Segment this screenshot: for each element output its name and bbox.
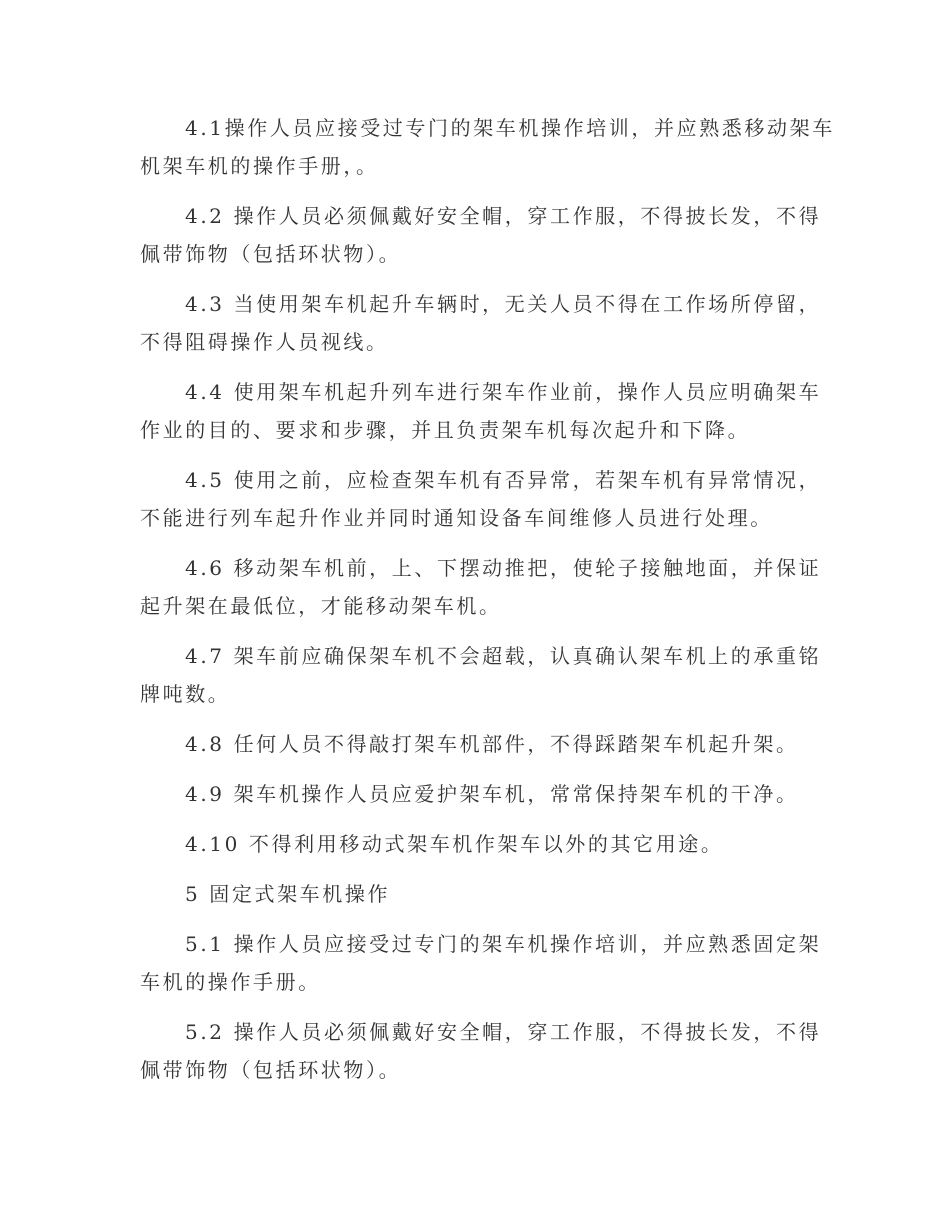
text-line: 5.2 操作人员必须佩戴好安全帽，穿工作服，不得披长发，不得	[185, 1020, 822, 1044]
text-line: 4.9 架车机操作人员应爱护架车机，常常保持架车机的干净。	[185, 782, 799, 806]
text-line: 佩带饰物（包括环状物）。	[140, 242, 402, 266]
text-line: 4.2 操作人员必须佩戴好安全帽，穿工作服，不得披长发，不得	[185, 204, 822, 228]
paragraph	[140, 1013, 820, 1089]
paragraph	[140, 825, 820, 863]
paragraph	[140, 637, 820, 713]
text-line: 4.4 使用架车机起升列车进行架车作业前，操作人员应明确架车	[185, 380, 822, 404]
text-line: 起升架在最低位，才能移动架车机。	[140, 594, 502, 618]
text-line: 4.1操作人员应接受过专门的架车机操作培训，并应熟悉移动架车	[185, 116, 835, 140]
paragraph	[140, 109, 835, 185]
text-line: 5 固定式架车机操作	[185, 882, 391, 906]
paragraph	[140, 549, 820, 625]
document-page	[140, 109, 835, 1101]
paragraph	[140, 373, 820, 449]
paragraph	[140, 725, 820, 763]
text-line: 佩带饰物（包括环状物）。	[140, 1058, 402, 1082]
text-line: 不得阻碍操作人员视线。	[140, 330, 389, 354]
paragraph	[140, 875, 820, 913]
paragraph	[140, 461, 820, 537]
text-line: 4.10 不得利用移动式架车机作架车以外的其它用途。	[185, 832, 724, 856]
paragraph	[140, 925, 820, 1001]
text-line: 5.1 操作人员应接受过专门的架车机操作培训，并应熟悉固定架	[185, 932, 822, 956]
text-line: 作业的目的、要求和步骤，并且负责架车机每次起升和下降。	[140, 418, 751, 442]
paragraph	[140, 285, 820, 361]
text-line: 4.8 任何人员不得敲打架车机部件，不得踩踏架车机起升架。	[185, 732, 799, 756]
text-line: 不能进行列车起升作业并同时通知设备车间维修人员进行处理。	[140, 506, 773, 530]
text-line: 4.3 当使用架车机起升车辆时，无关人员不得在工作场所停留，	[185, 292, 822, 316]
text-line: 牌吨数。	[140, 682, 231, 706]
paragraph	[140, 775, 820, 813]
text-line: 4.6 移动架车机前，上、下摆动推把，使轮子接触地面，并保证	[185, 556, 822, 580]
text-line: 4.7 架车前应确保架车机不会超载，认真确认架车机上的承重铭	[185, 644, 822, 668]
text-line: 4.5 使用之前，应检查架车机有否异常，若架车机有异常情况，	[185, 468, 822, 492]
text-line: 机架车机的操作手册，。	[140, 154, 379, 178]
paragraph	[140, 197, 820, 273]
text-line: 车机的操作手册。	[140, 970, 321, 994]
